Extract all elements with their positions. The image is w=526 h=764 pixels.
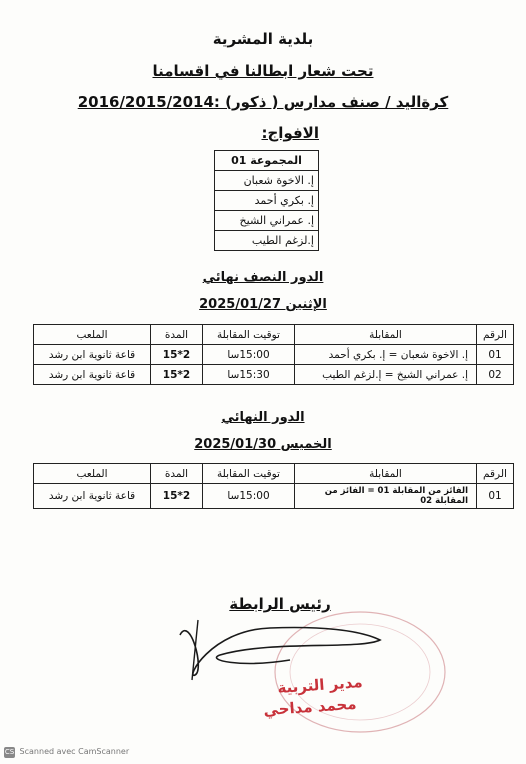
col-venue: الملعب	[34, 464, 151, 484]
scanner-text: Scanned avec CamScanner	[19, 747, 130, 756]
col-duration: المدة	[151, 464, 203, 484]
col-match: المقابلة	[295, 464, 477, 484]
category-line: كرةاليد / صنف مدارس ( ذكور) :2016/2015/2014	[77, 93, 449, 111]
cell-match: الفائز من المقابلة 01 = الفائز من المقابلة 02	[295, 484, 477, 509]
cell-duration: 2*15	[151, 484, 203, 509]
group-team: إ. بكري أحمد	[215, 191, 319, 211]
cell-match: إ. الاخوة شعبان = إ. بكري أحمد	[295, 345, 477, 365]
stamp-line-1: مدير التربية	[276, 673, 364, 697]
municipality-title: بلدية المشرية	[212, 30, 314, 48]
final-table	[33, 463, 514, 509]
col-num: الرقم	[477, 325, 514, 345]
group-title: المجموعة 01	[215, 151, 319, 171]
col-duration: المدة	[151, 325, 203, 345]
signature-stamp-graphic	[150, 610, 450, 740]
cell-time: 15:00سا	[203, 484, 295, 509]
group-table	[214, 150, 319, 251]
groups-label: الافواج:	[261, 124, 319, 142]
table-row	[34, 365, 514, 385]
cell-num: 01	[477, 484, 514, 509]
group-team: إ. الاخوة شعبان	[215, 171, 319, 191]
cell-duration: 2*15	[151, 365, 203, 385]
cell-num: 01	[477, 345, 514, 365]
group-team: إ.لزغم الطيب	[215, 231, 319, 251]
col-time: توقيت المقابلة	[203, 325, 295, 345]
cell-venue: قاعة ثانوية ابن رشد	[34, 345, 151, 365]
semifinal-table	[33, 324, 514, 385]
final-date: الخميس 2025/01/30	[194, 437, 332, 452]
col-num: الرقم	[477, 464, 514, 484]
cell-duration: 2*15	[151, 345, 203, 365]
cell-venue: قاعة ثانوية ابن رشد	[34, 365, 151, 385]
group-team: إ. عمراني الشيخ	[215, 211, 319, 231]
slogan: تحت شعار ابطالنا في اقسامنا	[152, 62, 374, 80]
col-venue: الملعب	[34, 325, 151, 345]
semifinal-date: الإثنين 2025/01/27	[199, 297, 327, 312]
cell-time: 15:00سا	[203, 345, 295, 365]
cell-num: 02	[477, 365, 514, 385]
scanner-footer	[4, 747, 129, 758]
stamp-line-2: محمد مداحي	[262, 694, 358, 720]
cell-match: إ. عمراني الشيخ = إ.لزغم الطيب	[295, 365, 477, 385]
table-row	[34, 484, 514, 509]
final-title: الدور النهائي	[221, 410, 305, 425]
camscanner-icon: CS	[4, 748, 15, 756]
col-time: توقيت المقابلة	[203, 464, 295, 484]
semifinal-title: الدور النصف نهائي	[202, 270, 324, 285]
signature-title: رئيس الرابطة	[229, 595, 331, 613]
col-match: المقابلة	[295, 325, 477, 345]
cell-time: 15:30سا	[203, 365, 295, 385]
cell-venue: قاعة ثانوية ابن رشد	[34, 484, 151, 509]
table-row	[34, 345, 514, 365]
